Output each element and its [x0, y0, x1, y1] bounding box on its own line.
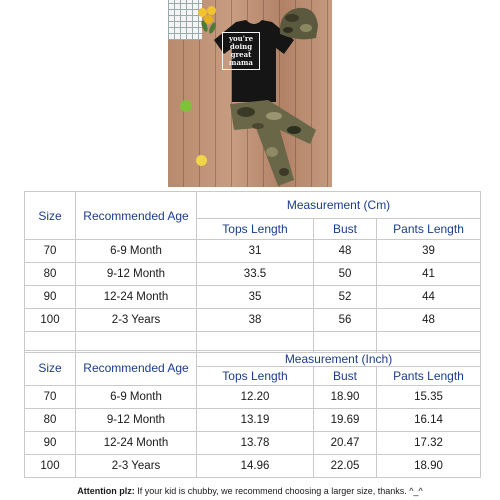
- cell-size: 80: [25, 263, 76, 286]
- table-row: [25, 409, 481, 432]
- header-pants-length: Pants Length: [377, 367, 481, 386]
- size-chart-cm: [24, 191, 481, 353]
- cell-tops: 12.20: [197, 386, 314, 409]
- cell-age: 9-12 Month: [76, 409, 197, 432]
- cell-size: 80: [25, 409, 76, 432]
- green-apple: [180, 100, 192, 112]
- cell-tops: 13.78: [197, 432, 314, 455]
- header-tops-length: Tops Length: [197, 367, 314, 386]
- header-measurement: Measurement (Inch): [197, 351, 481, 367]
- camo-pants: [224, 100, 320, 186]
- table-row: [25, 455, 481, 478]
- header-pants-length: Pants Length: [377, 219, 481, 240]
- shirt-print-line: great: [230, 50, 252, 59]
- cell-pants: 44: [377, 286, 481, 309]
- cell-age: 6-9 Month: [76, 386, 197, 409]
- cell-pants: 39: [377, 240, 481, 263]
- cell-bust: 19.69: [314, 409, 377, 432]
- header-recommended-age: Recommended Age: [76, 192, 197, 240]
- table-row: [25, 263, 481, 286]
- cell-age: 12-24 Month: [76, 286, 197, 309]
- cell-pants: 16.14: [377, 409, 481, 432]
- attention-note: [0, 486, 500, 496]
- cell-age: 2-3 Years: [76, 455, 197, 478]
- cell-size: 100: [25, 455, 76, 478]
- header-recommended-age: Recommended Age: [76, 351, 197, 386]
- cell-bust: 48: [314, 240, 377, 263]
- cell-pants: 15.35: [377, 386, 481, 409]
- cell-pants: 18.90: [377, 455, 481, 478]
- cell-pants: 17.32: [377, 432, 481, 455]
- camo-hat: [276, 4, 320, 42]
- header-size: Size: [25, 351, 76, 386]
- shirt-print: [222, 32, 260, 70]
- grid-notecard: [168, 0, 202, 40]
- cell-tops: 31: [197, 240, 314, 263]
- cell-bust: 20.47: [314, 432, 377, 455]
- shirt-print-line: you're: [228, 34, 254, 43]
- cell-age: 12-24 Month: [76, 432, 197, 455]
- cell-age: 6-9 Month: [76, 240, 197, 263]
- product-photo: [168, 0, 332, 187]
- header-bust: Bust: [314, 219, 377, 240]
- header-bust: Bust: [314, 367, 377, 386]
- cell-pants: 48: [377, 309, 481, 332]
- header-size: Size: [25, 192, 76, 240]
- cell-tops: 13.19: [197, 409, 314, 432]
- cell-size: 70: [25, 240, 76, 263]
- cell-size: 100: [25, 309, 76, 332]
- cell-pants: 41: [377, 263, 481, 286]
- yellow-fruit: [196, 155, 207, 166]
- size-chart-inch: [24, 350, 481, 478]
- cell-tops: 33.5: [197, 263, 314, 286]
- header-measurement: Measurement (Cm): [197, 192, 481, 219]
- header-tops-length: Tops Length: [197, 219, 314, 240]
- attention-label: Attention plz:: [77, 486, 135, 496]
- cell-bust: 50: [314, 263, 377, 286]
- cell-bust: 56: [314, 309, 377, 332]
- cell-tops: 35: [197, 286, 314, 309]
- cell-size: 70: [25, 386, 76, 409]
- attention-text: If your kid is chubby, we recommend choosing a larger size, thanks. ^_^: [134, 486, 423, 496]
- cell-tops: 14.96: [197, 455, 314, 478]
- cell-size: 90: [25, 432, 76, 455]
- cell-tops: 38: [197, 309, 314, 332]
- cell-age: 2-3 Years: [76, 309, 197, 332]
- cell-bust: 18.90: [314, 386, 377, 409]
- table-row: [25, 386, 481, 409]
- table-row: [25, 309, 481, 332]
- table-row: [25, 432, 481, 455]
- table-row: [25, 240, 481, 263]
- shirt-print-line: mama: [229, 58, 253, 67]
- cell-age: 9-12 Month: [76, 263, 197, 286]
- cell-size: 90: [25, 286, 76, 309]
- shirt-print-line: doing: [229, 42, 253, 51]
- cell-bust: 52: [314, 286, 377, 309]
- cell-bust: 22.05: [314, 455, 377, 478]
- table-row: [25, 286, 481, 309]
